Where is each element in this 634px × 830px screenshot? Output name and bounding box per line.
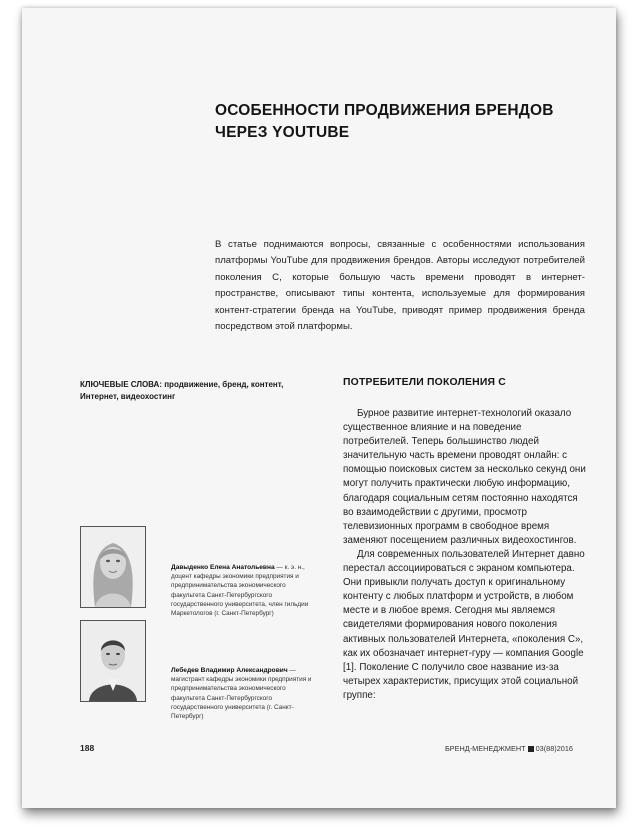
journal-footer xyxy=(445,744,573,753)
body-paragraph-1: Бурное развитие интернет-технологий оказало существенное влияние и на поведение потребителей. Теперь большинство людей значительную часть времени проводят онлайн: с помощью поисковых систем за несколько секунд они могут получить практически любую информацию, благодаря социальным сетям постоянно находятся во взаимодействии с другими, просмотр телевизионных программ в свободное время заменяют посещением различных видеохостингов. xyxy=(343,408,586,546)
author-photo-2 xyxy=(80,620,146,702)
body-paragraph-2: Для современных пользователей Интернет давно перестал ассоциироваться с экраном компьютера. Они привыкли получать доступ к оригинальному контенту с любых платформ и устройств, в любом месте и в любое время. Сегодня мы являемся свидетелями формирования нового поколения активных пользователей Интернета, «поколения С», как их обозначает интернет-гуру — компания Google [1]. Поколение С получило свое название из-за четырех характеристик, присущих этой социальной группе: xyxy=(343,548,585,701)
author-details-2: — магистрант кафедры экономики предприятия и предпринимательства экономического факультета Санкт-Петербургского государственного университета (г. Санкт-Петербург) xyxy=(171,667,312,721)
author-info-2 xyxy=(171,666,321,721)
section-body xyxy=(343,407,588,703)
keywords-block xyxy=(80,379,320,402)
journal-name: БРЕНД-МЕНЕДЖМЕНТ xyxy=(445,744,526,753)
article-title-line-1: ОСОБЕННОСТИ ПРОДВИЖЕНИЯ БРЕНДОВ xyxy=(215,102,554,119)
journal-issue: 03(88)2016 xyxy=(535,744,573,753)
article-abstract: В статье поднимаются вопросы, связанные с особенностями использования платформы YouTube для продвижения брендов. Авторы исследуют потребителей поколения С, которые большую часть времени проводят в интернет-пространстве, описывают типы контента, используемые для формирования контент-стратегии бренда на YouTube, приводят пример продвижения бренда посредством этой платформы. xyxy=(215,239,585,333)
author-info-1 xyxy=(171,563,321,618)
author-name-1: Давыденко Елена Анатольевна xyxy=(171,564,275,571)
keywords-label: КЛЮЧЕВЫЕ СЛОВА: xyxy=(80,380,162,389)
section-heading: ПОТРЕБИТЕЛИ ПОКОЛЕНИЯ С xyxy=(343,377,506,388)
page-number: 188 xyxy=(80,743,95,753)
article-title-line-2: ЧЕРЕЗ YOUTUBE xyxy=(215,124,350,141)
author-photo-1 xyxy=(80,526,146,608)
square-separator-icon xyxy=(528,746,534,752)
author-name-2: Лебедев Владимир Александрович xyxy=(171,667,288,674)
article-title xyxy=(215,100,575,144)
keywords-text: продвижение, бренд, контент, Интернет, видеохостинг xyxy=(80,380,284,401)
author-details-1: — к. э. н., доцент кафедры экономики предприятия и предпринимательства экономического факультета Санкт-Петербургского государственного университета, член гильдии Маркетологов (г. Санкт-Петербург) xyxy=(171,564,309,618)
